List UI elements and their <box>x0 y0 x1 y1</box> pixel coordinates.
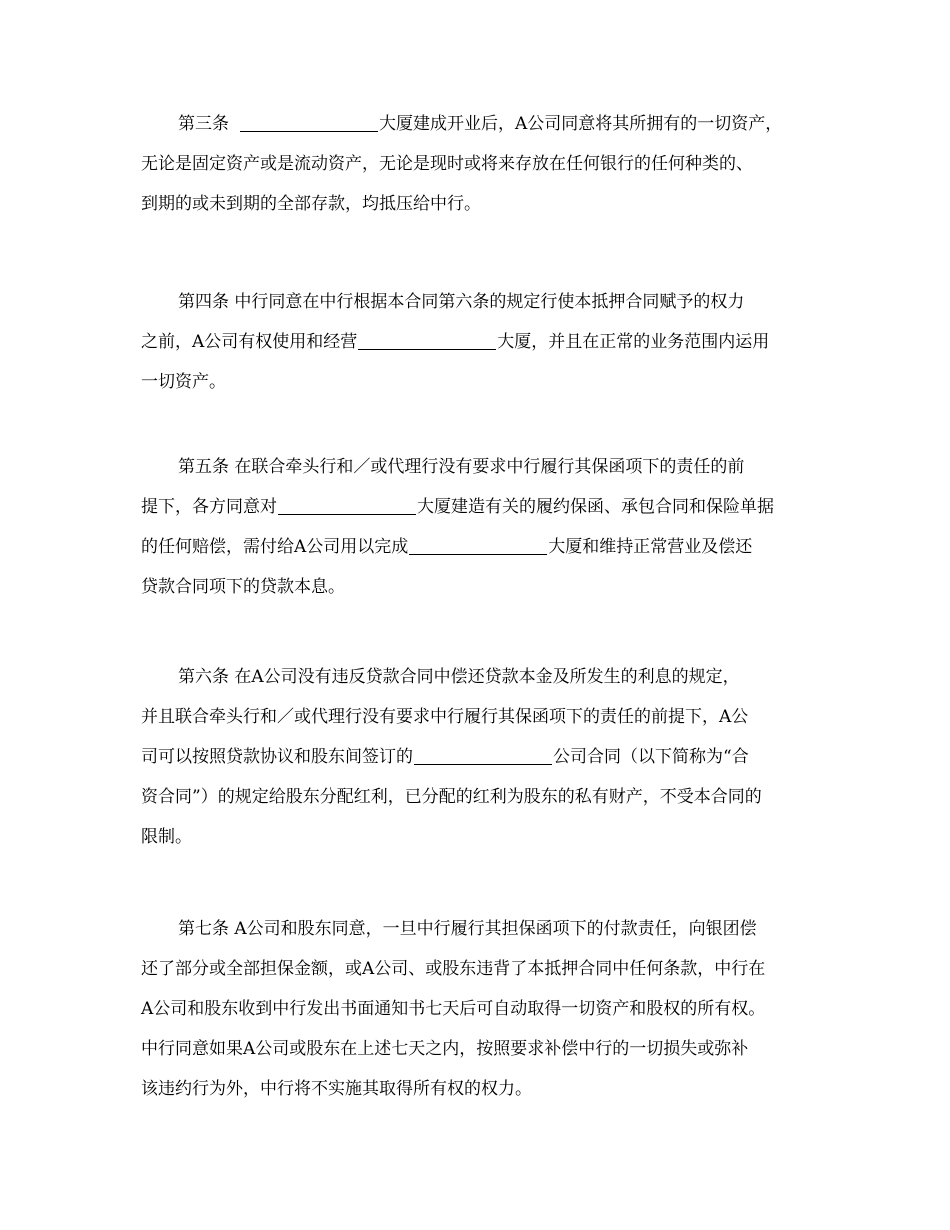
article-5-line-2-before: 提下，各方同意对 <box>141 497 277 517</box>
article-7-line-2: 还了部分或全部担保金额，或A公司、或股东违背了本抵押合同中任何条款，中行在 <box>141 959 766 979</box>
article-7 <box>141 909 841 1109</box>
fill-in-blank-building-name[interactable] <box>358 348 496 350</box>
article-7-line-4: 中行同意如果A公司或股东在上述七天之内，按照要求补偿中行的一切损失或弥补 <box>141 1039 749 1059</box>
article-3-line-1-text: 大厦建成开业后，A公司同意将其所拥有的一切资产， <box>379 114 783 134</box>
article-5-line-1: 第五条 在联合牵头行和／或代理行没有要求中行履行其保函项下的责任的前 <box>178 457 745 477</box>
article-6-line-3-after: 公司合同（以下简称为“合 <box>553 747 749 767</box>
article-4-line-2-after: 大厦，并且在正常的业务范围内运用 <box>497 332 770 352</box>
article-5-line-3-before: 的任何赔偿，需付给A公司用以完成 <box>141 537 409 557</box>
article-5-line-4: 贷款合同项下的贷款本息。 <box>141 577 345 597</box>
article-3-line-1 <box>141 104 841 144</box>
fill-in-blank-building-name[interactable] <box>240 130 378 132</box>
article-7-line-3: A公司和股东收到中行发出书面通知书七天后可自动取得一切资产和股权的所有权。 <box>141 999 766 1019</box>
article-3 <box>141 104 841 224</box>
article-5 <box>141 447 841 607</box>
article-4-line-3: 一切资产。 <box>141 372 226 392</box>
article-6-line-1: 第六条 在A公司没有违反贷款合同中偿还贷款本金及所发生的利息的规定， <box>178 667 740 687</box>
article-6-line-5: 限制。 <box>141 827 192 847</box>
article-4-line-2 <box>141 322 841 362</box>
article-6-line-2: 并且联合牵头行和／或代理行没有要求中行履行其保函项下的责任的前提下，A公 <box>141 707 749 727</box>
article-5-line-3-after: 大厦和维持正常营业及偿还 <box>548 537 753 557</box>
article-3-heading: 第三条 <box>178 114 229 134</box>
article-3-line-2: 无论是固定资产或是流动资产，无论是现时或将来存放在任何银行的任何种类的、 <box>141 154 753 174</box>
article-5-line-3 <box>141 527 841 567</box>
article-5-line-2 <box>141 487 841 527</box>
article-6 <box>141 657 841 857</box>
article-4-line-1: 第四条 中行同意在中行根据本合同第六条的规定行使本抵押合同赋予的权力 <box>178 292 745 312</box>
article-6-line-4: 资合同”）的规定给股东分配红利，已分配的红利为股东的私有财产，不受本合同的 <box>141 787 762 807</box>
fill-in-blank-building-name[interactable] <box>278 513 416 515</box>
article-4-line-2-before: 之前，A公司有权使用和经营 <box>141 332 358 352</box>
article-7-line-5: 该违约行为外，中行将不实施其取得所有权的权力。 <box>141 1079 532 1099</box>
article-7-line-1: 第七条 A公司和股东同意，一旦中行履行其担保函项下的付款责任，向银团偿 <box>178 919 757 939</box>
fill-in-blank-company-name[interactable] <box>414 763 552 765</box>
article-4 <box>141 282 841 402</box>
fill-in-blank-building-name[interactable] <box>409 553 547 555</box>
article-3-line-3: 到期的或未到期的全部存款，均抵压给中行。 <box>141 194 481 214</box>
article-5-line-2-after: 大厦建造有关的履约保函、承包合同和保险单据 <box>417 497 774 517</box>
article-6-line-3-before: 司可以按照贷款协议和股东间签订的 <box>141 747 413 767</box>
article-6-line-3 <box>141 737 841 777</box>
